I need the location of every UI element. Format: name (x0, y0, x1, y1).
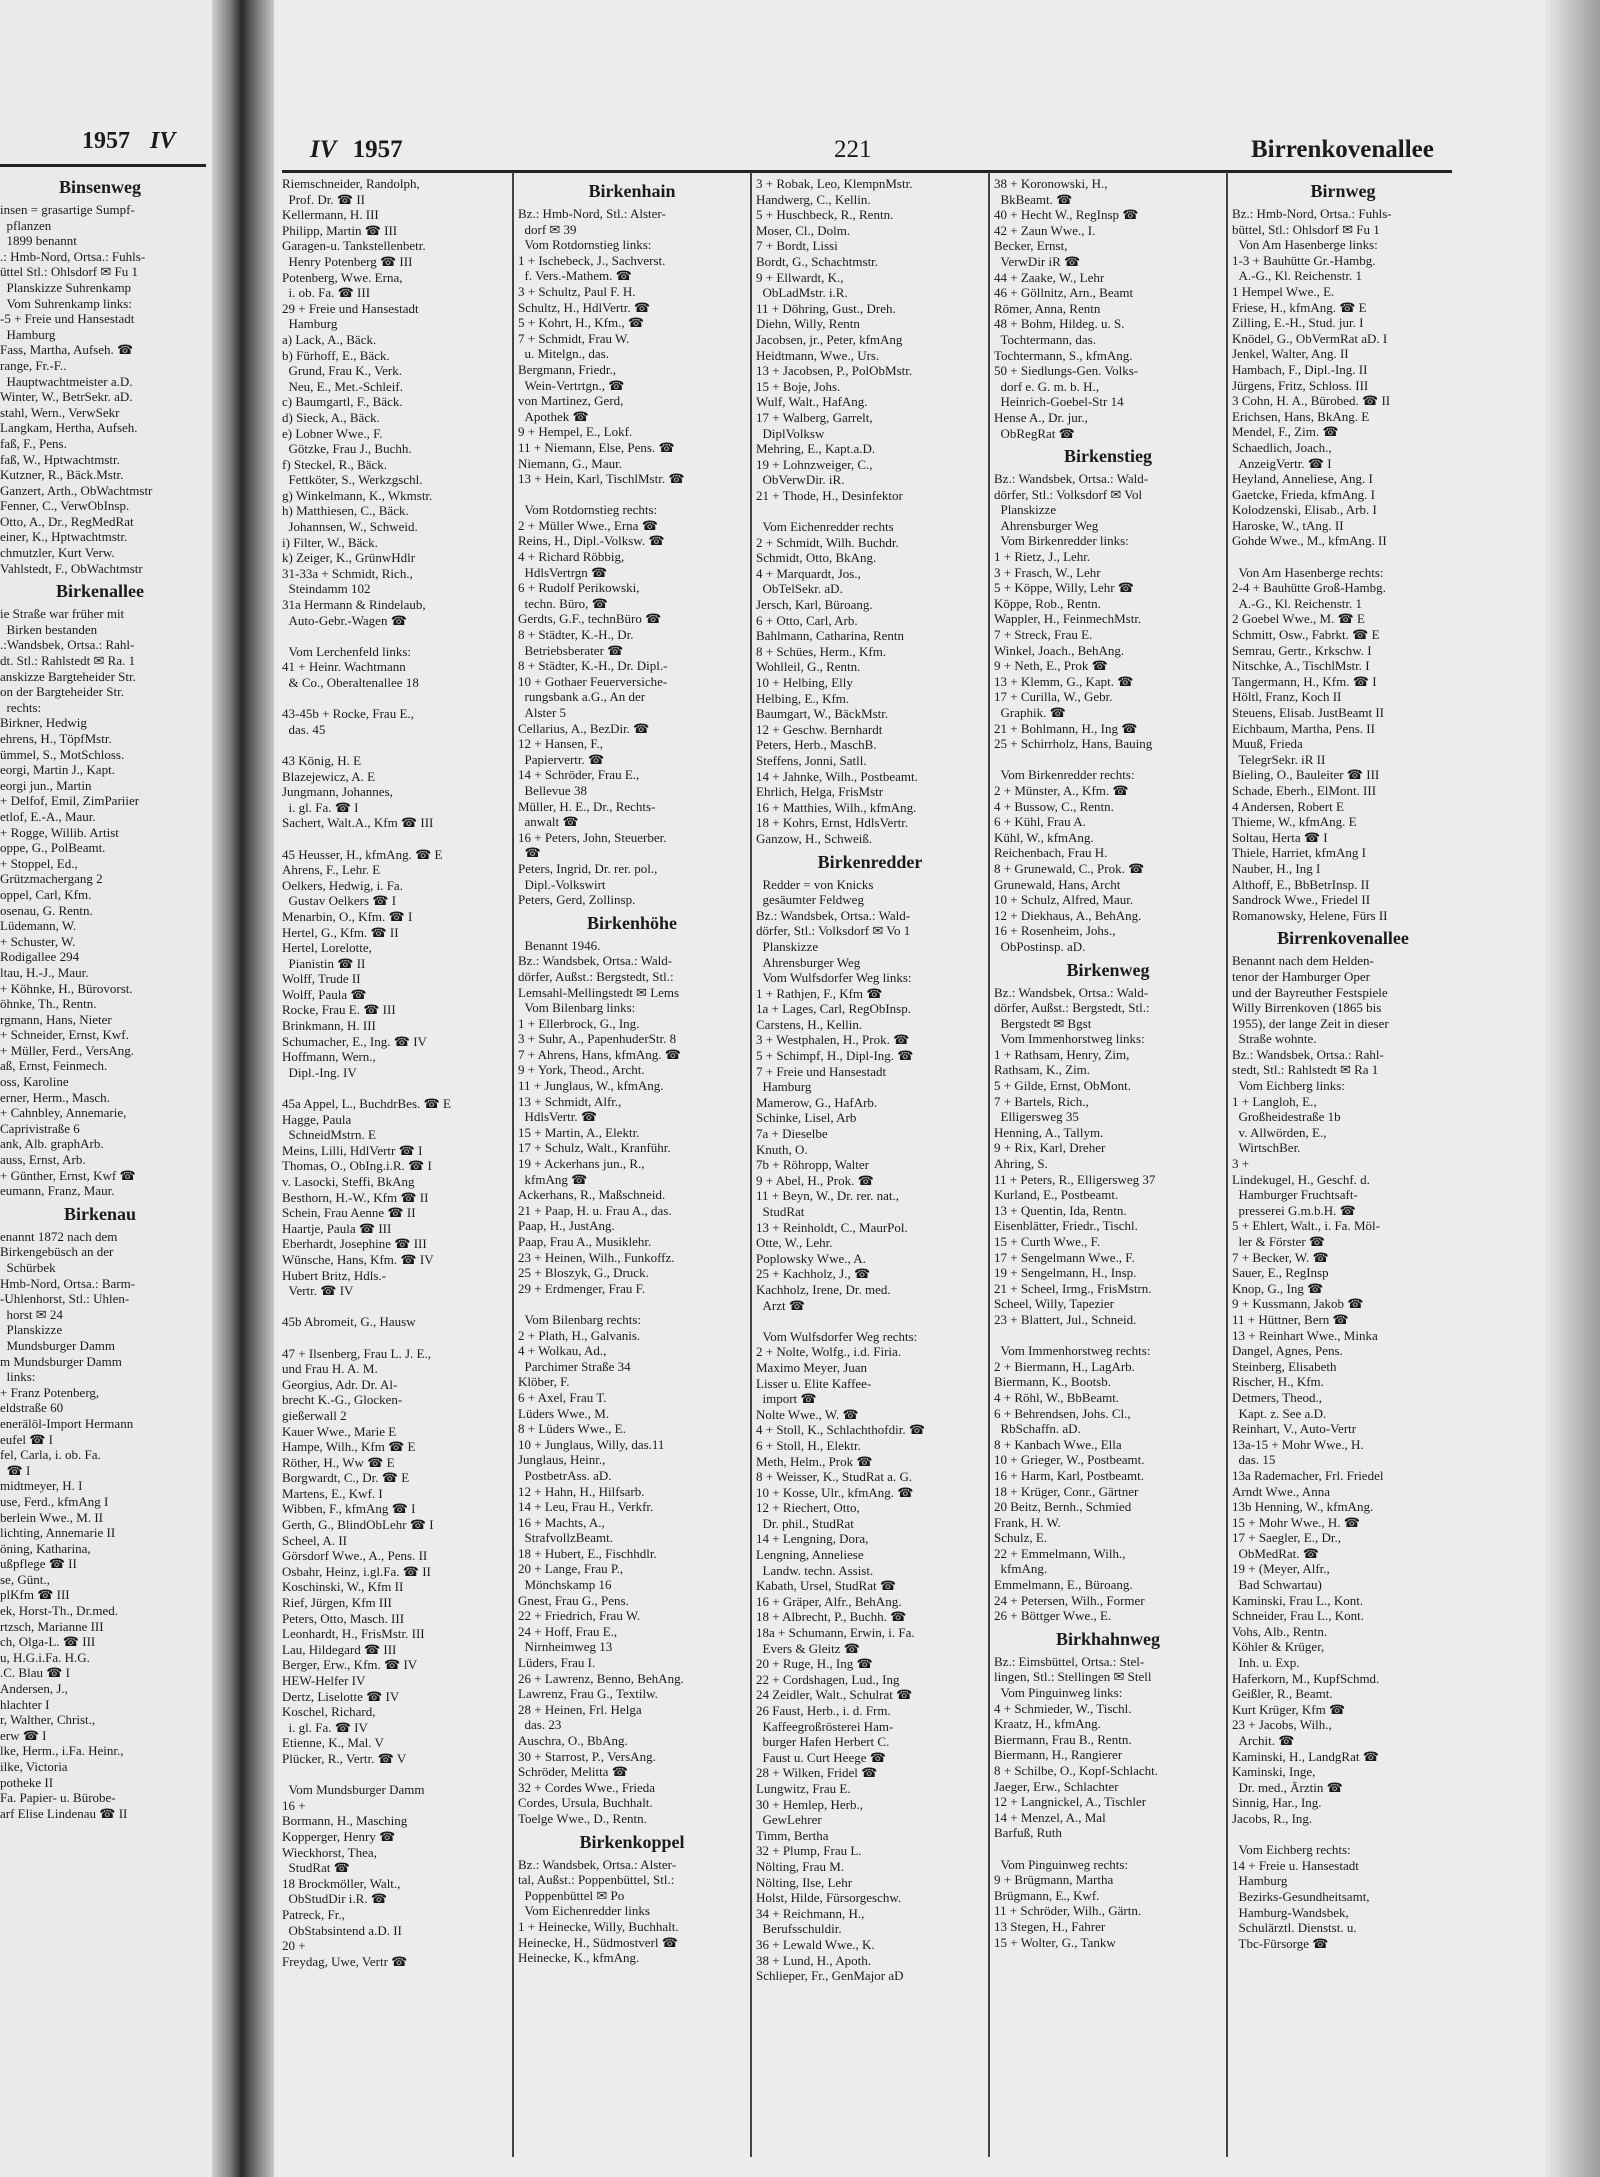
left-column (0, 172, 200, 1821)
running-title: Birrenkovenallee (1251, 136, 1434, 163)
section-text: Bz.: Wandsbek, Ortsa.: Wald- dörfer, Außst.: Bergstedt, Stl.: Bergstedt ✉ Bgst Vom Immenhorstweg links: 1 + Rathsam, Henry, Zim, Rathsam, K., Zim. 5 + Gilde, Ernst, ObMont. 7 + Bartels, Rich., Elligersweg 35 Henning, A., Tallym. 9 + Rix, Karl, Dreher Ahring, S. 11 + Peters, R., Elligersweg 37 Kurland, E., Postbeamt. 13 + Quentin, Ida, Rentn. Eisenblätter, Friedr., Tischl. 15 + Curth Wwe., F. 17 + Sengelmann Wwe., F. 19 + Sengelmann, H., Insp. 21 + Scheel, Irmg., FrisMstrn. Scheel, Willy, Tapezier 23 + Blattert, Jul., Schneid. Vom Immenhorstweg rechts: 2 + Biermann, H., LagArb. Biermann, K., Bootsb. 4 + Röhl, W., BbBeamt. 6 + Behrendsen, Johs. Cl., RbSchaffn. aD. 8 + Kanbach Wwe., Ella 10 + Grieger, W., Postbeamt. 16 + Harm, Karl, Postbeamt. 18 + Krüger, Conr., Gärtner 20 Beitz, Bernh., Schmied Frank, H. W. Schulz, E. 22 + Emmelmann, Wilh., kfmAng. Emmelmann, E., Büroang. 24 + Petersen, Wilh., Former 26 + Böttger Wwe., E. (994, 984, 1156, 1624)
column-3 (756, 176, 984, 2166)
left-header-rule (0, 164, 206, 167)
section-text: Bz.: Wandsbek, Ortsa.: Alster- tal, Außst.: Poppenbüttel, Stl.: Poppenbüttel ✉ Po Vom Eichenredder links 1 + Heinecke, Willy, Buchhalt. Heinecke, H., Südmostverl ☎ Heinecke, K., kfmAng. (518, 1856, 679, 1966)
column-divider (512, 172, 514, 2157)
right-header-year: 1957 (352, 136, 403, 163)
column-5 (1232, 176, 1454, 2166)
section-title: Birrenkovenallee (1277, 928, 1409, 949)
right-header-rule (282, 170, 1452, 173)
section-title: Birkenredder (817, 851, 923, 872)
column-2 (518, 176, 746, 2166)
section-text: Bz.: Hmb-Nord, Ortsa.: Fuhls- büttel, Stl.: Ohlsdorf ✉ Fu 1 Von Am Hasenberge links: 1-3 + Bauhütte Gr.-Hambg. A.-G., Kl. Reichenstr. 1 1 Hempel Wwe., E. Friese, H., kfmAng. ☎ E Zilling, E.-H., Stud. jur. I Knödel, G., ObVermRat aD. I Jenkel, Walter, Ang. II Hambach, F., Dipl.-Ing. II Jürgens, Fritz, Schloss. III 3 Cohn, H. A., Bürobed. ☎ II Erichsen, Hans, BkAng. E Mendel, F., Zim. ☎ Schaedlich, Joach., AnzeigVertr. ☎ I Heyland, Anneliese, Ang. I Gaetcke, Frieda, kfmAng. I Kolodzenski, Elisab., Arb. I Haroske, W., tAng. II Gohde Wwe., M., kfmAng. II Von Am Hasenberge rechts: 2-4 + Bauhütte Groß-Hambg. A.-G., Kl. Reichenstr. 1 2 Goebel Wwe., M. ☎ E Schmitt, Osw., Fabrkt. ☎ E Semrau, Gertr., Krkschw. I Nitschke, A., TischlMstr. I Tangermann, H., Kfm. ☎ I Höltl, Franz, Koch II Steuens, Elisab. JustBeamt II Eichbaum, Martha, Pens. II Muuß, Frieda TelegrSekr. iR II Bieling, O., Bauleiter ☎ III Schade, Eberh., ElMont. III 4 Andersen, Robert E Thieme, W., kfmAng. E Soltau, Herta ☎ I Thiele, Harriet, kfmAng I Nauber, H., Ing I Althoff, E., BbBetrInsp. II Sandrock Wwe., Friedel II Romanowsky, Helene, Fürs II (1232, 206, 1392, 923)
left-header-year: 1957 (82, 128, 130, 154)
section-text: Bz.: Wandsbek, Ortsa.: Wald- dörfer, Stl.: Volksdorf ✉ Vol Planskizze Ahrensburger Weg Vom Birkenredder links: 1 + Rietz, J., Lehr. 3 + Frasch, W., Lehr 5 + Köppe, Willy, Lehr ☎ Köppe, Rob., Rentn. Wappler, H., FeinmechMstr. 7 + Streck, Frau E. Winkel, Joach., BehAng. 9 + Neth, E., Prok ☎ 13 + Klemm, G., Kapt. ☎ 17 + Curilla, W., Gebr. Graphik. ☎ 21 + Bohlmann, H., Ing ☎ 25 + Schirrholz, Hans, Bauing Vom Birkenredder rechts: 2 + Münster, A., Kfm. ☎ 4 + Bussow, C., Rentn. 6 + Kühl, Frau A. Kühl, W., kfmAng. Reichenbach, Frau H. 8 + Grunewald, C., Prok. ☎ Grunewald, Hans, Archt 10 + Schulz, Alfred, Maur. 12 + Diekhaus, A., BehAng. 16 + Rosenheim, Johs., ObPostinsp. aD. (994, 471, 1153, 954)
section-title: Birkenhöhe (586, 912, 678, 933)
left-page-header (82, 128, 175, 155)
right-header-volume: IV (310, 136, 337, 163)
section-text: Bz.: Hmb-Nord, Stl.: Alster- dorf ✉ 39 Vom Rotdornstieg links: 1 + Ischebeck, J., Sachverst. f. Vers.-Mathem. ☎ 3 + Schultz, Paul F. H. Schultz, H., HdlVertr. ☎ 5 + Kohrt, H., Kfm., ☎ 7 + Schmidt, Frau W. u. Mitelgn., das. Bergmann, Friedr., Wein-Vertrtgn., ☎ von Martinez, Gerd, Apothek ☎ 9 + Hempel, E., Lokf. 11 + Niemann, Else, Pens. ☎ Niemann, G., Maur. 13 + Hein, Karl, TischlMstr. ☎ Vom Rotdornstieg rechts: 2 + Müller Wwe., Erna ☎ Reins, H., Dipl.-Volksw. ☎ 4 + Richard Röbbig, HdlsVertrgn ☎ 6 + Rudolf Perikowski, techn. Büro, ☎ Gerdts, G.F., technBüro ☎ 8 + Städter, K.-H., Dr. Betriebsberater ☎ 8 + Städter, K.-H., Dr. Dipl.- 10 + Gothaer Feuerversiche- rungsbank a.G., An der Alster 5 Cellarius, A., BezDir. ☎ 12 + Hansen, F., Papiervertr. ☎ 14 + Schröder, Frau E., Bellevue 38 Müller, H. E., Dr., Rechts- anwalt ☎ 16 + Peters, John, Steuerber. ☎ Peters, Ingrid, Dr. rer. pol., Dipl.-Volkswirt Peters, Gerd, Zollinsp. (518, 206, 685, 908)
right-header-left (310, 136, 403, 164)
column-divider (1226, 172, 1228, 2157)
page-number: 221 (834, 136, 872, 163)
section-title: Birkenau (63, 1203, 137, 1224)
section-title: Birkenweg (1066, 959, 1150, 980)
column-divider (750, 172, 752, 2157)
column-divider (988, 172, 990, 2157)
right-page (274, 0, 1600, 2177)
column-4 (994, 176, 1222, 2166)
column-1 (282, 176, 508, 2166)
left-page (0, 0, 212, 2177)
section-title: Birnweg (1310, 181, 1376, 201)
section-title: Birkenhain (588, 181, 676, 201)
section-text: 3 + Robak, Leo, KlempnMstr. Handwerg, C., Kellin. 5 + Huschbeck, R., Rentn. Moser, Cl., Dolm. 7 + Bordt, Lissi Bordt, G., Schachtmstr. 9 + Ellwardt, K., ObLadMstr. i.R. 11 + Döhring, Gust., Dreh. Diehn, Willy, Rentn Jacobsen, jr., Peter, kfmAng Heidtmann, Wwe., Urs. 13 + Jacobsen, P., PolObMstr. 15 + Boje, Johs. Wulf, Walt., HafAng. 17 + Walberg, Garrelt, DiplVolksw Mehring, E., Kapt.a.D. 19 + Lohnzweiger, C., ObVerwDir. iR. 21 + Thode, H., Desinfektor Vom Eichenredder rechts 2 + Schmidt, Wilh. Buchdr. Schmidt, Otto, BkAng. 4 + Marquardt, Jos., ObTelSekr. aD. Jersch, Karl, Büroang. 6 + Otto, Carl, Arb. Bahlmann, Catharina, Rentn 8 + Schües, Herm., Kfm. Wohlleil, G., Rentn. 10 + Helbing, Elly Helbing, E., Kfm. Baumgart, W., BäckMstr. 12 + Geschw. Bernhardt Peters, Herb., MaschB. Steffens, Jonni, Satll. 14 + Jahnke, Wilh., Postbeamt. Ehrlich, Helga, FrisMstr 16 + Matthies, Wilh., kfmAng. 18 + Kohrs, Ernst, HdlsVertr. Ganzow, H., Schweiß. (756, 176, 918, 846)
book-gutter (212, 0, 274, 2177)
section-text: 38 + Koronowski, H., BkBeamt. ☎ 40 + Hecht W., RegInsp ☎ 42 + Zaun Wwe., I. Becker, Ernst, VerwDir iR ☎ 44 + Zaake, W., Lehr 46 + Göllnitz, Arn., Beamt Römer, Anna, Rentn 48 + Bohm, Hildeg. u. S. Tochtermann, das. Tochtermann, S., kfmAng. 50 + Siedlungs-Gen. Volks- dorf e. G. m. b. H., Heinrich-Goebel-Str 14 Hense A., Dr. jur., ObRegRat ☎ (994, 176, 1139, 441)
section-text: Bz.: Eimsbüttel, Ortsa.: Stel- lingen, Stl.: Stellingen ✉ Stell Vom Pinguinweg links: 4 + Schmieder, W., Tischl. Kraatz, H., kfmAng. Biermann, Frau B., Rentn. Biermann, H., Rangierer 8 + Schilbe, O., Kopf-Schlacht. Jaeger, Erw., Schlachter 12 + Langnickel, A., Tischler 14 + Menzel, A., Mal Barfuß, Ruth Vom Pinguinweg rechts: 9 + Brügmann, Martha Brügmann, E., Kwf. 11 + Schröder, Wilh., Gärtn. 13 Stegen, H., Fahrer 15 + Wolter, G., Tankw (994, 1653, 1159, 1950)
section-text: Redder = von Knicks gesäumter Feldweg Bz.: Wandsbek, Ortsa.: Wald- dörfer, Stl.: Volksdorf ✉ Vo 1 Planskizze Ahrensburger Weg Vom Wulfsdorfer Weg links: 1 + Rathjen, F., Kfm ☎ 1a + Lages, Carl, RegObInsp. Carstens, H., Kellin. 3 + Westphalen, H., Prok. ☎ 5 + Schimpf, H., Dipl-Ing. ☎ 7 + Freie und Hansestadt Hamburg Mamerow, G., HafArb. Schinke, Lisel, Arb 7a + Dieselbe Knuth, O. 7b + Röhropp, Walter 9 + Abel, H., Prok. ☎ 11 + Beyn, W., Dr. rer. nat., StudRat 13 + Reinholdt, C., MaurPol. Otte, W., Lehr. Poplowsky Wwe., A. 25 + Kachholz, J., ☎ Kachholz, Irene, Dr. med. Arzt ☎ Vom Wulfsdorfer Weg rechts: 2 + Nolte, Wolfg., i.d. Firia. Maximo Meyer, Juan Lisser u. Elite Kaffee- import ☎ Nolte Wwe., W. ☎ 4 + Stoll, K., Schlachthofdir. ☎ 6 + Stoll, H., Elektr. Meth, Helm., Prok ☎ 8 + Weisser, K., StudRat a. G. 10 + Kosse, Ulr., kfmAng. ☎ 12 + Riechert, Otto, Dr. phil., StudRat 14 + Lengning, Dora, Lengning, Anneliese Landw. techn. Assist. Kabath, Ursel, StudRat ☎ 16 + Gräper, Alfr., BehAng. 18 + Albrecht, P., Buchh. ☎ 18a + Schumann, Erwin, i. Fa. Evers & Gleitz ☎ 20 + Ruge, H., Ing ☎ 22 + Cordshagen, Lud., Ing 24 Zeidler, Walt., Schulrat ☎ 26 Faust, Herb., i. d. Frm. Kaffeegroßrösterei Ham- burger Hafen Herbert C. Faust u. Curt Heege ☎ 28 + Wilken, Fridel ☎ Lungwitz, Frau E. 30 + Hemlep, Herb., GewLehrer Timm, Bertha 32 + Plump, Frau L. Nölting, Frau M. Nölting, Ilse, Lehr Holst, Hilde, Fürsorgeschw. 34 + Reichmann, H., Berufsschuldir. 36 + Lewald Wwe., K. 38 + Lund, H., Apoth. Schlieper, Fr., GenMajor aD (756, 876, 926, 1984)
section-text: Riemschneider, Randolph, Prof. Dr. ☎ II Kellermann, H. III Philipp, Martin ☎ III Garagen-u. Tankstellenbetr. Henry Potenberg ☎ III Potenberg, Wwe. Erna, i. ob. Fa. ☎ III 29 + Freie und Hansestadt Hamburg a) Lack, A., Bäck. b) Fürhoff, E., Bäck. Grund, Frau K., Verk. Neu, E., Met.-Schleif. c) Baumgartl, F., Bäck. d) Sieck, A., Bäck. e) Lobner Wwe., F. Götzke, Frau J., Buchh. f) Steckel, R., Bäck. Fettköter, S., Werkzgschl. g) Winkelmann, K., Wkmstr. h) Matthiesen, C., Bäck. Johannsen, W., Schweid. i) Filter, W., Bäck. k) Zeiger, K., GrünwHdlr 31-33a + Schmidt, Rich., Steindamm 102 31a Hermann & Rindelaub, Auto-Gebr.-Wagen ☎ Vom Lerchenfeld links: 41 + Heinr. Wachtmann & Co., Oberaltenallee 18 43-45b + Rocke, Frau E., das. 45 43 König, H. E Blazejewicz, A. E Jungmann, Johannes, i. gl. Fa. ☎ I Sachert, Walt.A., Kfm ☎ III 45 Heusser, H., kfmAng. ☎ E Ahrens, F., Lehr. E Oelkers, Hedwig, i. Fa. Gustav Oelkers ☎ I Menarbin, O., Kfm. ☎ I Hertel, G., Kfm. ☎ II Hertel, Lorelotte, Pianistin ☎ II Wolff, Trude II Wolff, Paula ☎ Rocke, Frau E. ☎ III Brinkmann, H. III Schumacher, E., Ing. ☎ IV Hoffmann, Wern., Dipl.-Ing. IV 45a Appel, L., BuchdrBes. ☎ E Hagge, Paula SchneidMstrn. E Meins, Lilli, HdlVertr ☎ I Thomas, O., ObIng.i.R. ☎ I v. Lasocki, Steffi, BkAng Besthorn, H.-W., Kfm ☎ II Schein, Frau Aenne ☎ II Haartje, Paula ☎ III Eberhardt, Josephine ☎ III Wünsche, Hans, Kfm. ☎ IV Hubert Britz, Hdls.- Vertr. ☎ IV 45b Abromeit, G., Hausw 47 + Ilsenberg, Frau L. J. E., und Frau H. A. M. Georgius, Adr. Dr. Al- brecht K.-G., Glocken- gießerwall 2 Kauer Wwe., Marie E Hampe, Wilh., Kfm ☎ E Röther, H., Ww ☎ E Borgwardt, C., Dr. ☎ E Martens, E., Kwf. I Wibben, F., kfmAng ☎ I Gerth, G., BlindObLehr ☎ I Scheel, A. II Görsdorf Wwe., A., Pens. II Osbahr, Heinz, i.gl.Fa. ☎ II Koschinski, W., Kfm II Rief, Jürgen, Kfm III Peters, Otto, Masch. III Leonhardt, H., FrisMstr. III Lau, Hildegard ☎ III Berger, Erw., Kfm. ☎ IV HEW-Helfer IV Dertz, Liselotte ☎ IV Koschel, Richard, i. gl. Fa. ☎ IV Etienne, K., Mal. V Plücker, R., Vertr. ☎ V Vom Mundsburger Damm 16 + Bormann, H., Masching Kopperger, Henry ☎ Wieckhorst, Thea, StudRat ☎ 18 Brockmöller, Walt., ObStudDir i.R. ☎ Patreck, Fr., ObStabsintend a.D. II 20 + Freydag, Uwe, Vertr ☎ (282, 176, 451, 1969)
section-text: ie Straße war früher mit Birken bestanden .:Wandsbek, Ortsa.: Rahl- dt. Stl.: Rahlstedt ✉ Ra. 1 anskizze Bargteheider Str. on der Bargteheider Str. rechts: Birkner, Hedwig ehrens, H., TöpfMstr. ümmel, S., MotSchloss. eorgi, Martin J., Kapt. eorgi jun., Martin + Delfof, Emil, ZimPariier etlof, E.-A., Maur. + Rogge, Willib. Artist oppe, G., PolBeamt. + Stoppel, Ed., Grützmachergang 2 oppel, Carl, Kfm. osenau, G. Rentn. Lüdemann, W. + Schuster, W. Rodigallee 294 ltau, H.-J., Maur. + Köhnke, H., Bürovorst. öhnke, Th., Rentn. rgmann, Hans, Nieter + Schneider, Ernst, Kwf. + Müller, Ferd., VersAng. aß, Ernst, Feinmech. oss, Karoline erner, Herm., Masch. + Cahnbley, Annemarie, Caprivistraße 6 ank, Alb. graphArb. auss, Ernst, Arb. + Günther, Ernst, Kwf ☎ eumann, Franz, Maur. (0, 606, 140, 1199)
section-title: Binsenweg (58, 177, 141, 197)
section-text: insen = grasartige Sumpf- pflanzen 1899 benannt .: Hmb-Nord, Ortsa.: Fuhls- üttel Stl.: Ohlsdorf ✉ Fu 1 Planskizze Suhrenkamp Vom Suhrenkamp links: -5 + Freie und Hansestadt Hamburg Fass, Martha, Aufseh. ☎ range, Fr.-F.. Hauptwachtmeister a.D. Winter, W., BetrSekr. aD. stahl, Wern., VerwSekr Langkam, Hertha, Aufseh. faß, F., Pens. faß, W., Hptwachtmstr. Kutzner, R., Bäck.Mstr. Ganzert, Arth., ObWachtmstr Fenner, C., VerwObInsp. Otto, A., Dr., RegMedRat einer, K., Hptwachtmstr. chmutzler, Kurt Verw. Vahlstedt, F., ObWachtmstr (0, 202, 153, 576)
section-title: Birkenstieg (1064, 446, 1152, 467)
section-title: Birkenallee (56, 581, 144, 602)
section-text: Benannt 1946. Bz.: Wandsbek, Ortsa.: Wald- dörfer, Außst.: Bergstedt, Stl.: Lemsahl-Mellingstedt ✉ Lems Vom Bilenbarg links: 1 + Ellerbrock, G., Ing. 3 + Suhr, A., PapenhuderStr. 8 7 + Ahrens, Hans, kfmAng. ☎ 9 + York, Theod., Archt. 11 + Junglaus, W., kfmAng. 13 + Schmidt, Alfr., HdlsVertr. ☎ 15 + Martin, A., Elektr. 17 + Schulz, Walt., Kranführ. 19 + Ackerhans jun., R., kfmAng ☎ Ackerhans, R., Maßschneid. 21 + Paap, H. u. Frau A., das. Paap, H., JustAng. Paap, Frau A., Musiklehr. 23 + Heinen, Wilh., Funkoffz. 25 + Bloszyk, G., Druck. 29 + Erdmenger, Frau F. Vom Bilenbarg rechts: 2 + Plath, H., Galvanis. 4 + Wolkau, Ad., Parchimer Straße 34 Klöber, F. 6 + Axel, Frau T. Lüders Wwe., M. 8 + Lüders Wwe., E. 10 + Junglaus, Willy, das.11 Junglaus, Heinr., PostbetrAss. aD. 12 + Hahn, H., Hilfsarb. 14 + Leu, Frau H., Verkfr. 16 + Machts, A., StrafvollzBeamt. 18 + Hubert, E., Fischhdlr. 20 + Lange, Frau P., Mönchskamp 16 Gnest, Frau G., Pens. 22 + Friedrich, Frau W. 24 + Hoff, Frau E., Nirnheimweg 13 Lüders, Frau I. 26 + Lawrenz, Benno, BehAng. Lawrenz, Frau G., Textilw. 28 + Heinen, Frl. Helga das. 23 Auschra, O., BbAng. 30 + Starrost, P., VersAng. Schröder, Melitta ☎ 32 + Cordes Wwe., Frieda Cordes, Ursula, Buchhalt. Toelge Wwe., D., Rentn. (518, 937, 684, 1826)
scan-edge (1545, 0, 1600, 2177)
section-title: Birkenkoppel (579, 1831, 685, 1852)
section-title: Birkhahnweg (1055, 1628, 1161, 1649)
left-header-volume: IV (150, 128, 176, 154)
section-text: enannt 1872 nach dem Birkengebüsch an der Schürbek Hmb-Nord, Ortsa.: Barm- -Uhlenhorst, Stl.: Uhlen- horst ✉ 24 Planskizze Mundsburger Damm m Mundsburger Damm links: + Franz Potenberg, eldstraße 60 enerälöl-Import Hermann eufel ☎ I fel, Carla, i. ob. Fa. ☎ I midtmeyer, H. I use, Ferd., kfmAng I berlein Wwe., M. II lichting, Annemarie II öning, Katharina, ußpflege ☎ II se, Günt., plKfm ☎ III ek, Horst-Th., Dr.med. rtzsch, Marianne III ch, Olga-L. ☎ III u, H.G.i.Fa. H.G. .C. Blau ☎ I Andersen, J., hlachter I r, Walther, Christ., erw ☎ I lke, Herm., i.Fa. Heinr., ilke, Victoria potheke II Fa. Papier- u. Bürobe- arf Elise Lindenau ☎ II (0, 1228, 136, 1821)
section-text: Benannt nach dem Helden- tenor der Hamburger Oper und der Bayreuther Festspiele Willy Birrenkoven (1865 bis 1955), der lange Zeit in dieser Straße wohnte. Bz.: Wandsbek, Ortsa.: Rahl- stedt, Stl.: Rahlstedt ✉ Ra 1 Vom Eichberg links: 1 + Langloh, E., Großheidestraße 1b v. Allwörden, E., WirtschBer. 3 + Lindekugel, H., Geschf. d. Hamburger Fruchtsaft- presserei G.m.b.H. ☎ 5 + Ehlert, Walt., i. Fa. Möl- ler & Förster ☎ 7 + Becker, W. ☎ Sauer, E., RegInsp Knop, G., Ing ☎ 9 + Kussmann, Jakob ☎ 11 + Hüttner, Bern ☎ 13 + Reinhart Wwe., Minka Dangel, Agnes, Pens. Steinberg, Elisabeth Rischer, H., Kfm. Detmers, Theod., Kapt. z. See a.D. Reinhart, V., Auto-Vertr 13a-15 + Mohr Wwe., H. das. 15 13a Rademacher, Frl. Friedel Arndt Wwe., Anna 13b Henning, W., kfmAng. 15 + Mohr Wwe., H. ☎ 17 + Saegler, E., Dr., ObMedRat. ☎ 19 + (Meyer, Alfr., Bad Schwartau) Kaminski, Frau L., Kont. Schneider, Frau L., Kont. Vohs, Alb., Rentn. Köhler & Krüger, Inh. u. Exp. Haferkorn, M., KupfSchmd. Geißler, R., Beamt. Kurt Krüger, Kfm ☎ 23 + Jacobs, Wilh., Archit. ☎ Kaminski, H., LandgRat ☎ Kaminski, Inge, Dr. med., Ärztin ☎ Sinnig, Har., Ing. Jacobs, R., Ing. Vom Eichberg rechts: 14 + Freie u. Hansestadt Hamburg Bezirks-Gesundheitsamt, Hamburg-Wandsbek, Schulärztl. Dienstst. u. Tbc-Fürsorge ☎ (1232, 953, 1389, 1951)
